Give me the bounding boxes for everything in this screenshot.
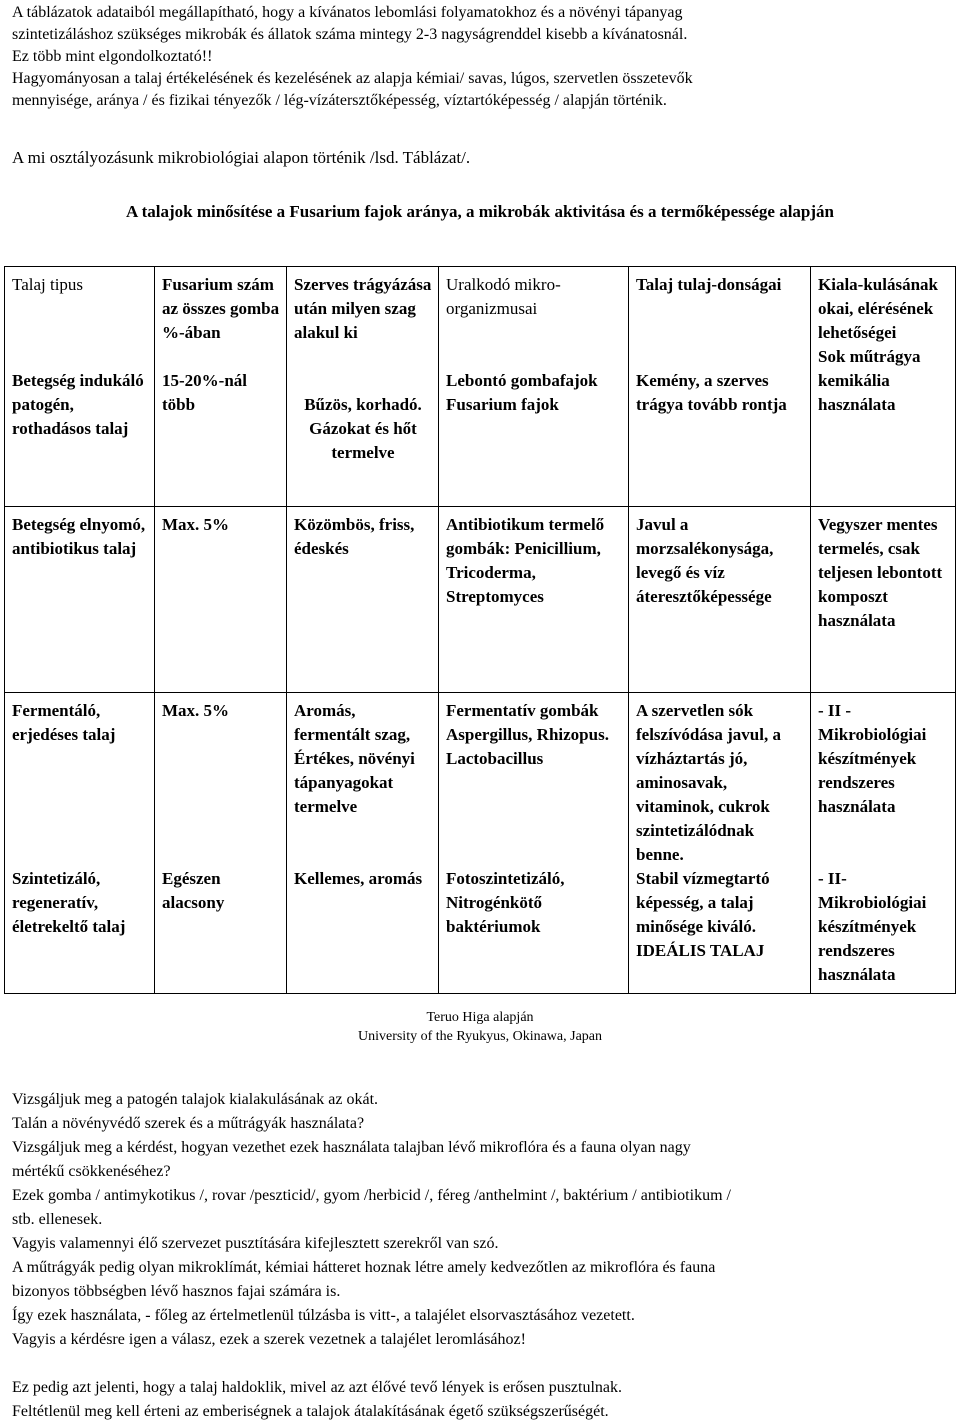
cell [629,267,811,507]
cell [439,693,629,994]
text-line: Vizsgáljuk meg a patogén talajok kialakulásának az okát. [12,1091,379,1108]
table-row [5,693,956,994]
cell [155,267,287,507]
cell-text: Max. 5% [162,701,230,720]
cell-text: Bűzös, korhadó. Gázokat és hőt termelve [304,395,422,462]
cell [287,693,439,994]
cell [629,693,811,994]
cell-text: Kemény, a szerves trágya tovább rontja [636,371,787,414]
cell [5,693,155,994]
cell-text: Fermentatív gombák Aspergillus, Rhizopus. Lactobacillus [446,701,609,768]
cell-text: Fotoszintetizáló, Nitrogénkötő baktériumok [446,869,565,936]
text-line: Vizsgáljuk meg a kérdést, hogyan vezethet ezek használata talajban lévő mikroflóra és a fauna olyan nagy [12,1139,691,1156]
text-line: Ezek gomba / antimykotikus /, rovar /peszticid/, gyom /herbicid /, féreg /anthelmint /, baktérium / antibiotikum / [12,1187,731,1204]
text-line: Feltétlenül meg kell érteni az emberiségnek a talajok átalakításának égető szükségszerűségét. [12,1403,609,1420]
header-fusarium: Fusarium szám az összes gomba %-ában [162,275,280,342]
cell-text: Betegség indukáló patogén, rothadásos talaj [12,371,144,438]
cell-text: Egészen alacsony [162,869,225,912]
text-line: Így ezek használata, - főleg az értelmetlenül túlzásba is vitt-, a talajélet elsorvasztásához vezetett. [12,1307,635,1324]
text-line: A műtrágyák pedig olyan mikroklímát, kémiai hátteret hoznak létre amely kedvezőtlen az mikroflóra és fauna [12,1259,716,1276]
cell-text: Sok műtrágya kemikália használata [818,347,921,414]
text-line: mértékű csökkenéséhez? [12,1163,171,1180]
cell-text: Kellemes, aromás [294,869,423,888]
cell-text: - II- Mikrobiológiai készítmények rendszeres használata [818,869,927,984]
cell [5,267,155,507]
cell-text: Stabil vízmegtartó képesség, a talaj minősége kiváló. IDEÁLIS TALAJ [636,869,770,960]
table-row [5,507,956,693]
cell-text: Szintetizáló, regeneratív, életrekeltő talaj [12,869,126,936]
cell [155,693,287,994]
header-reasons: Kiala-kulásának okai, elérésének lehetőségei [818,275,938,342]
cell [811,267,956,507]
conclusion-paragraph [12,1088,948,1424]
cell-text: 15-20%-nál több [162,371,247,414]
intro-line: szintetizáláshoz szükséges mikrobák és állatok száma mintegy 2-3 nagyságrenddel kisebb a kívánatosnál. [12,26,688,43]
text-line: Ez pedig azt jelenti, hogy a talaj haldoklik, mivel az azt élővé tevő lények is erősen pusztulnak. [12,1379,623,1396]
table-credit [280,1008,680,1046]
table-title: A talajok minősítése a Fusarium fajok aránya, a mikrobák aktivitása és a termőképessége alapján [125,202,834,221]
cell [439,267,629,507]
cell-text: Fermentáló, erjedéses talaj [12,701,116,744]
header-properties: Talaj tulaj-donságai [636,275,782,294]
cell: Vegyszer mentes termelés, csak teljesen lebontott komposzt használata [811,507,956,693]
cell-text: Lebontó gombafajok Fusarium fajok [446,371,598,414]
intro-line: mennyisége, aránya / és fizikai tényezők / lég-vízátersztőképesség, víztartóképesség / alapján történik. [12,92,667,109]
cell: Javul a morzsalékonysága, levegő és víz áteresztőképessége [629,507,811,693]
text-line: Talán a növényvédő szerek és a műtrágyák használata? [12,1115,365,1132]
text-line: Vagyis valamennyi élő szervezet pusztítására kifejlesztett szerekről van szó. [12,1235,499,1252]
intro-line: Hagyományosan a talaj értékelésének és kezelésének az alapja kémiai/ savas, lúgos, szervetlen összetevők [12,70,693,87]
text-line: stb. ellenesek. [12,1211,103,1228]
cell-text: - II - Mikrobiológiai készítmények rendszeres használata [818,701,927,816]
header-microorganisms: Uralkodó mikro-organizmusai [446,275,561,318]
text-line: Vagyis a kérdésre igen a válasz, ezek a szerek vezetnek a talajélet leromlásához! [12,1331,526,1348]
cell [287,267,439,507]
header-soil-type: Talaj tipus [12,275,84,294]
classification-note: A mi osztályozásunk mikrobiológiai alapon történik /lsd. Táblázat/. [12,148,471,167]
cell: Betegség elnyomó, antibiotikus talaj [5,507,155,693]
intro-line: Ez több mint elgondolkoztató!! [12,48,213,65]
cell: Antibiotikum termelő gombák: Penicillium, Tricoderma, Streptomyces [439,507,629,693]
cell-text: Aromás, fermentált szag, Értékes, növényi tápanyagokat termelve [294,701,415,816]
credit-line: Teruo Higa alapján [426,1010,534,1025]
cell: Közömbös, friss, édeskés [287,507,439,693]
header-smell: Szerves trágyázása után milyen szag alakul ki [294,275,432,342]
soil-classification-table [4,266,956,994]
text-line: bizonyos többségben lévő hasznos fajai számára is. [12,1283,341,1300]
cell: Max. 5% [155,507,287,693]
cell-text: A szervetlen sók felszívódása javul, a vízháztartás jó, aminosavak, vitaminok, cukrok szintetizálódnak benne. [636,701,781,864]
intro-paragraph [12,2,948,112]
table-row [5,267,956,507]
intro-line: A táblázatok adataiból megállapítható, hogy a kívánatos lebomlási folyamatokhoz és a növényi tápanyag [12,4,683,21]
cell [811,693,956,994]
credit-line: University of the Ryukyus, Okinawa, Japan [357,1029,602,1044]
